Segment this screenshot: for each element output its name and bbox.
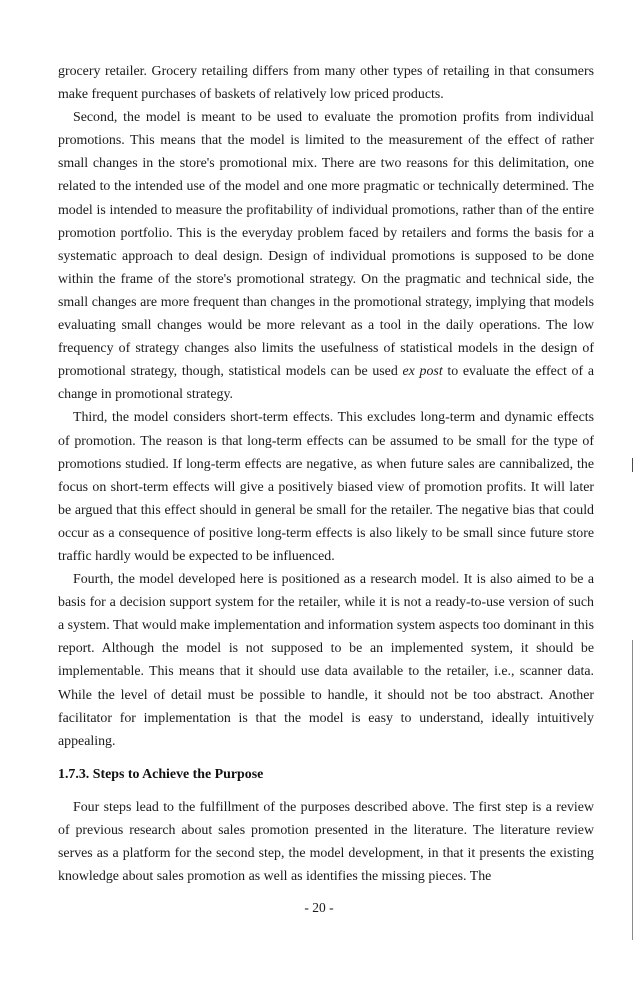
text-segment: Fourth, the model developed here is positioned as a research model. It is also aimed to be a basis for a decision support system for the retailer, while it is not a ready-to-use version of such a system. That would make implementation and information system aspects too dominant in this report. Although the model is not supposed to be an implemented system, it should be implementable. This means that it should use data available to the retailer, i.e., scanner data. While the level of detail must be possible to handle, it should not be too abstract. Another facilitator for implementation is that the model is easy to understand, ideally intuitively appealing. <box>58 572 594 749</box>
paragraph <box>58 60 594 106</box>
scan-edge-line <box>632 640 633 940</box>
page-number: - 20 - <box>304 900 334 915</box>
paragraph <box>58 106 594 406</box>
paragraph <box>58 568 594 753</box>
scan-edge-mark <box>632 458 633 472</box>
text-segment: grocery retailer. Grocery retailing differs from many other types of retailing in that consumers make frequent purchases of baskets of relatively low priced products. <box>58 64 594 103</box>
section-heading: 1.7.3. Steps to Achieve the Purpose <box>58 766 264 782</box>
italic-text: ex post <box>402 364 443 380</box>
text-segment: Third, the model considers short-term effects. This excludes long-term and dynamic effects of promotion. The reason is that long-term effects can be assumed to be small for the type of promotions studied. If long-term effects are negative, as when future sales are cannibalized, the focus on short-term effects will give a positively biased view of promotion profits. It will later be argued that this effect should in general be small for the retailer. The negative bias that could occur as a consequence of positive long-term effects is also likely to be small since future store traffic hardly would be expected to be influenced. <box>58 410 594 564</box>
paragraph-list <box>58 60 594 753</box>
text-segment: to evaluate the effect of a change in promotional strategy. <box>58 364 594 403</box>
paragraph <box>58 406 594 568</box>
text-segment: Second, the model is meant to be used to evaluate the promotion profits from individual promotions. This means that the model is limited to the measurement of the effect of rather small changes in the store's promotional mix. There are two reasons for this delimitation, one related to the intended use of the model and one more pragmatic or technically determined. The model is intended to measure the profitability of individual promotions, rather than of the entire promotion portfolio. This is the everyday problem faced by retailers and forms the basis for a systematic approach to deal design. Design of individual promotions is supposed to be done within the frame of the store's promotional strategy. On the pragmatic and technical side, the small changes are more frequent than changes in the promotional strategy, implying that models evaluating small changes would be more relevant as a tool in the daily operations. The low frequency of strategy changes also limits the usefulness of statistical models in the design of promotional strategy, though, statistical models can be used <box>58 110 594 380</box>
body-text <box>58 60 594 888</box>
final-paragraph: Four steps lead to the fulfillment of the purposes described above. The first step is a review of previous research about sales promotion presented in the literature. The literature review serves as a platform for the second step, the model development, in that it presents the existing knowledge about sales promotion as well as identifies the missing pieces. The <box>58 799 594 885</box>
